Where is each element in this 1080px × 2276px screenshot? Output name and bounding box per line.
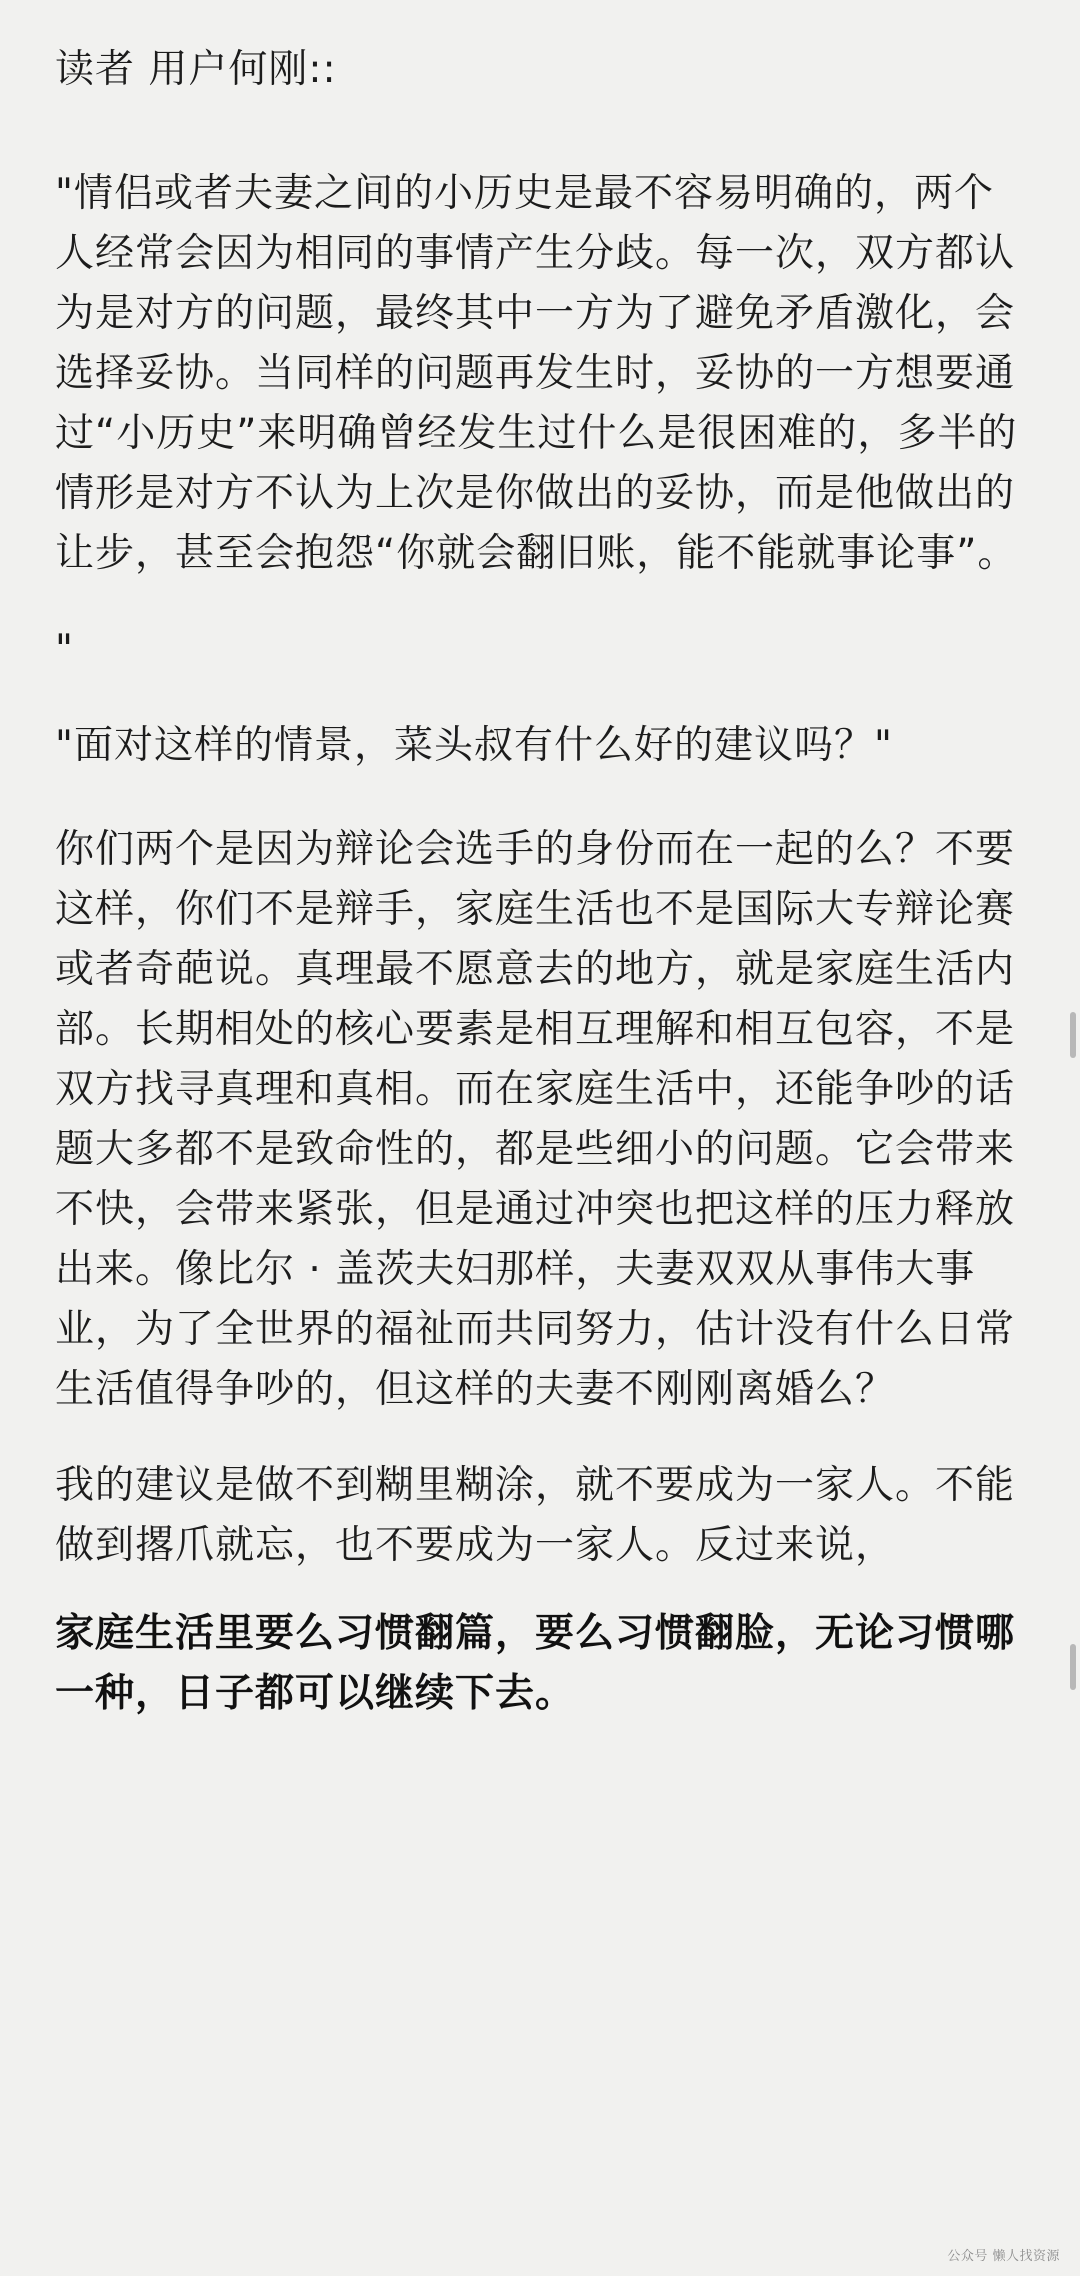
answer-paragraph: 你们两个是因为辩论会选手的身份而在一起的么？不要这样，你们不是辩手，家庭生活也不是国际大专辩论赛或者奇葩说。真理最不愿意去的地方，就是家庭生活内部。长期相处的核心要素是相互理解和相互包容，不是双方找寻真理和真相。而在家庭生活中，还能争吵的话题大多都不是致命性的，都是些细小的问题。它会带来不快，会带来紧张，但是通过冲突也把这样的压力释放出来。像比尔 · 盖茨夫妇那样，夫妻双双从事伟大事业，为了全世界的福祉而共同努力，估计没有什么日常生活值得争吵的，但这样的夫妻不刚刚离婚么？: [55, 827, 1016, 1412]
conclusion-paragraph: 家庭生活里要么习惯翻篇，要么习惯翻脸，无论习惯哪一种，日子都可以继续下去。: [55, 1611, 1016, 1716]
question-paragraph: "情侣或者夫妻之间的小历史是最不容易明确的，两个人经常会因为相同的事情产生分歧。每一次，双方都认为是对方的问题，最终其中一方为了避免矛盾激化，会选择妥协。当同样的问题再发生时，妥协的一方想要通过“小历史”来明确曾经发生过什么是很困难的，多半的情形是对方不认为上次是你做出的妥协，而是他做出的让步，甚至会抱怨“你就会翻旧账，能不能就事论事”。: [55, 171, 1018, 576]
reader-line: 读者 用户何刚::: [55, 47, 337, 92]
watermark-text: 公众号 懒人找资源: [947, 2249, 1060, 2264]
closing-quote: ": [55, 627, 74, 672]
question-line: "面对这样的情景，菜头叔有什么好的建议吗？": [55, 723, 893, 768]
scroll-indicator-upper[interactable]: [1070, 1012, 1076, 1058]
scroll-indicator-lower[interactable]: [1070, 1644, 1076, 1690]
advice-paragraph: 我的建议是做不到糊里糊涂，就不要成为一家人。不能做到撂爪就忘，也不要成为一家人。反过来说，: [55, 1463, 1016, 1568]
